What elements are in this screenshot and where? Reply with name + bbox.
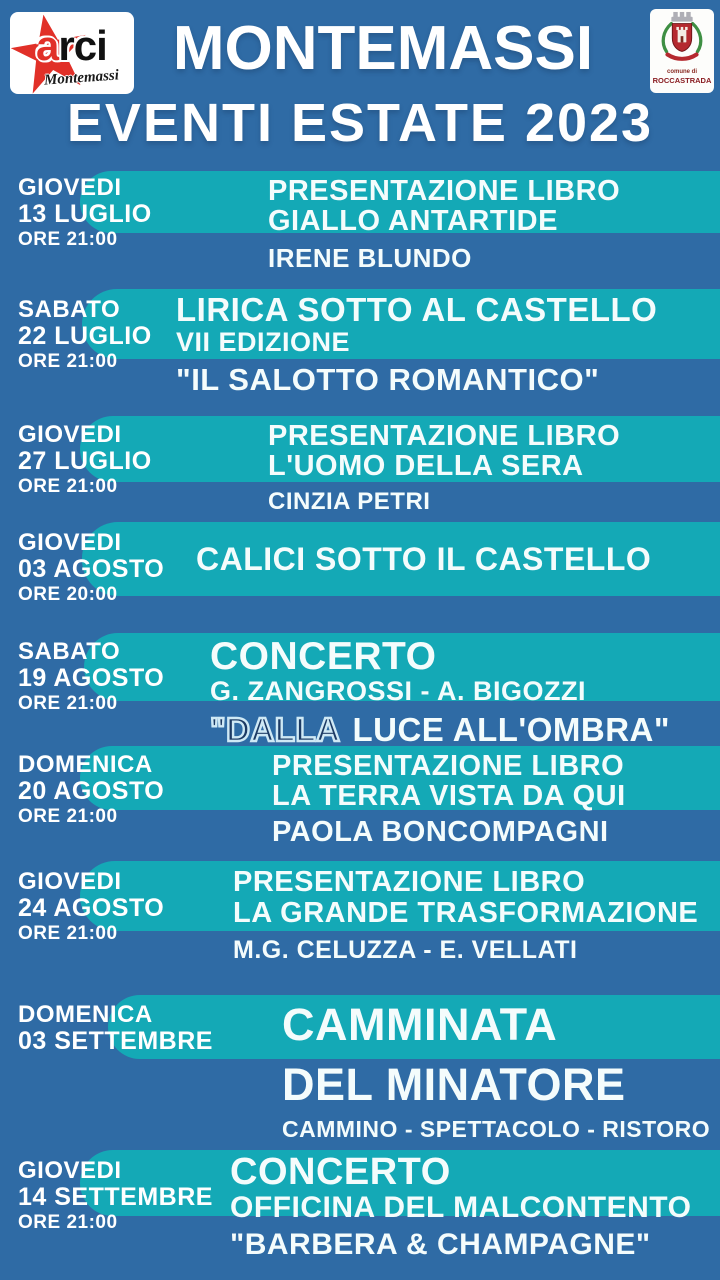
event-sub-line: PAOLA BONCOMPAGNI	[272, 816, 609, 848]
comune-crest-icon	[653, 11, 711, 69]
event-date: 03 AGOSTO	[18, 555, 165, 583]
event-day: GIOVEDI	[18, 529, 122, 556]
event-day: DOMENICA	[18, 1001, 153, 1028]
event-sub-line: "IL SALOTTO ROMANTICO"	[176, 362, 600, 397]
event-date: 20 AGOSTO	[18, 777, 165, 805]
event-time: ORE 21:00	[18, 1212, 118, 1233]
event-title-line: LA TERRA VISTA DA QUI	[272, 780, 626, 812]
event-sub-line	[210, 712, 670, 747]
event-title-line: PRESENTAZIONE LIBRO	[268, 175, 621, 207]
event-title-line: CAMMINATA	[282, 999, 558, 1050]
event-date-block	[18, 297, 152, 373]
event-title-line: PRESENTAZIONE LIBRO	[268, 420, 621, 452]
event-date-block	[18, 869, 164, 945]
event-time: ORE 21:00	[18, 806, 118, 827]
event-title-line: CONCERTO	[210, 635, 437, 678]
comune-label-line2: ROCCASTRADA	[652, 76, 712, 85]
event-sub-rest: LUCE ALL'OMBRA"	[352, 711, 671, 748]
event-title-line: CONCERTO	[230, 1151, 451, 1193]
dalla-word: "DALLA	[210, 711, 341, 748]
event-day: SABATO	[18, 638, 121, 665]
event-day: DOMENICA	[18, 751, 153, 778]
event-sub-line: DEL MINATORE	[282, 1059, 626, 1110]
arci-wordmark	[36, 22, 107, 70]
event-sub-line: M.G. CELUZZA - E. VELLATI	[233, 936, 578, 964]
event-day: GIOVEDI	[18, 868, 122, 895]
event-row-9	[0, 1150, 720, 1261]
event-date-block	[18, 1002, 213, 1055]
event-date: 13 LUGLIO	[18, 200, 152, 228]
arci-sub-label: Montemassi	[43, 67, 120, 89]
event-row-8	[0, 995, 720, 1142]
arci-logo	[10, 12, 134, 94]
event-date: 22 LUGLIO	[18, 322, 152, 350]
event-day: GIOVEDI	[18, 174, 122, 201]
event-title-line: G. ZANGROSSI - A. BIGOZZI	[210, 676, 586, 706]
page-subtitle: EVENTI ESTATE 2023	[66, 93, 654, 153]
event-row-7	[0, 861, 720, 964]
event-title-line: PRESENTAZIONE LIBRO	[233, 866, 586, 898]
event-date: 27 LUGLIO	[18, 447, 152, 475]
event-date-block	[18, 752, 164, 828]
event-title-line: GIALLO ANTARTIDE	[268, 205, 558, 237]
event-title-line: LA GRANDE TRASFORMAZIONE	[233, 897, 699, 929]
event-date: 24 AGOSTO	[18, 894, 165, 922]
event-row-2	[0, 289, 720, 397]
event-title-line: OFFICINA DEL MALCONTENTO	[230, 1191, 692, 1224]
event-sub-line: "BARBERA & CHAMPAGNE"	[230, 1228, 651, 1261]
event-time: ORE 21:00	[18, 923, 118, 944]
event-row-5	[0, 633, 720, 748]
event-row-1	[0, 171, 720, 273]
comune-label-line1: comune di	[666, 69, 697, 75]
event-date: 03 SETTEMBRE	[18, 1027, 213, 1055]
event-sub-line: CINZIA PETRI	[268, 488, 431, 515]
event-sub-line: IRENE BLUNDO	[268, 243, 472, 273]
event-row-6	[0, 746, 720, 848]
event-date-block	[18, 422, 152, 498]
event-sub-line: CAMMINO - SPETTACOLO - RISTORO	[282, 1116, 711, 1142]
event-title-line: L'UOMO DELLA SERA	[268, 450, 584, 482]
event-time: ORE 21:00	[18, 229, 118, 250]
event-date-block	[18, 639, 164, 715]
arci-letter-a: a	[36, 22, 59, 69]
event-time: ORE 21:00	[18, 476, 118, 497]
event-date-block	[18, 175, 152, 251]
event-title-line: LIRICA SOTTO AL CASTELLO	[176, 291, 658, 328]
event-date: 19 AGOSTO	[18, 664, 165, 692]
event-date-block	[18, 530, 164, 606]
event-row-4	[0, 522, 720, 605]
event-date-block	[18, 1158, 213, 1234]
arci-letters-rci: rci	[58, 22, 107, 69]
comune-logo	[650, 9, 714, 93]
event-time: ORE 21:00	[18, 351, 118, 372]
event-title-line: VII EDIZIONE	[176, 327, 351, 357]
page-title: MONTEMASSI	[172, 14, 594, 83]
event-row-3	[0, 416, 720, 515]
event-title-line: CALICI SOTTO IL CASTELLO	[196, 541, 652, 577]
event-day: GIOVEDI	[18, 1157, 122, 1184]
event-title-line: PRESENTAZIONE LIBRO	[272, 750, 625, 782]
event-date: 14 SETTEMBRE	[18, 1183, 213, 1211]
event-day: SABATO	[18, 296, 121, 323]
event-time: ORE 21:00	[18, 693, 118, 714]
event-day: GIOVEDI	[18, 421, 122, 448]
event-time: ORE 20:00	[18, 584, 118, 605]
